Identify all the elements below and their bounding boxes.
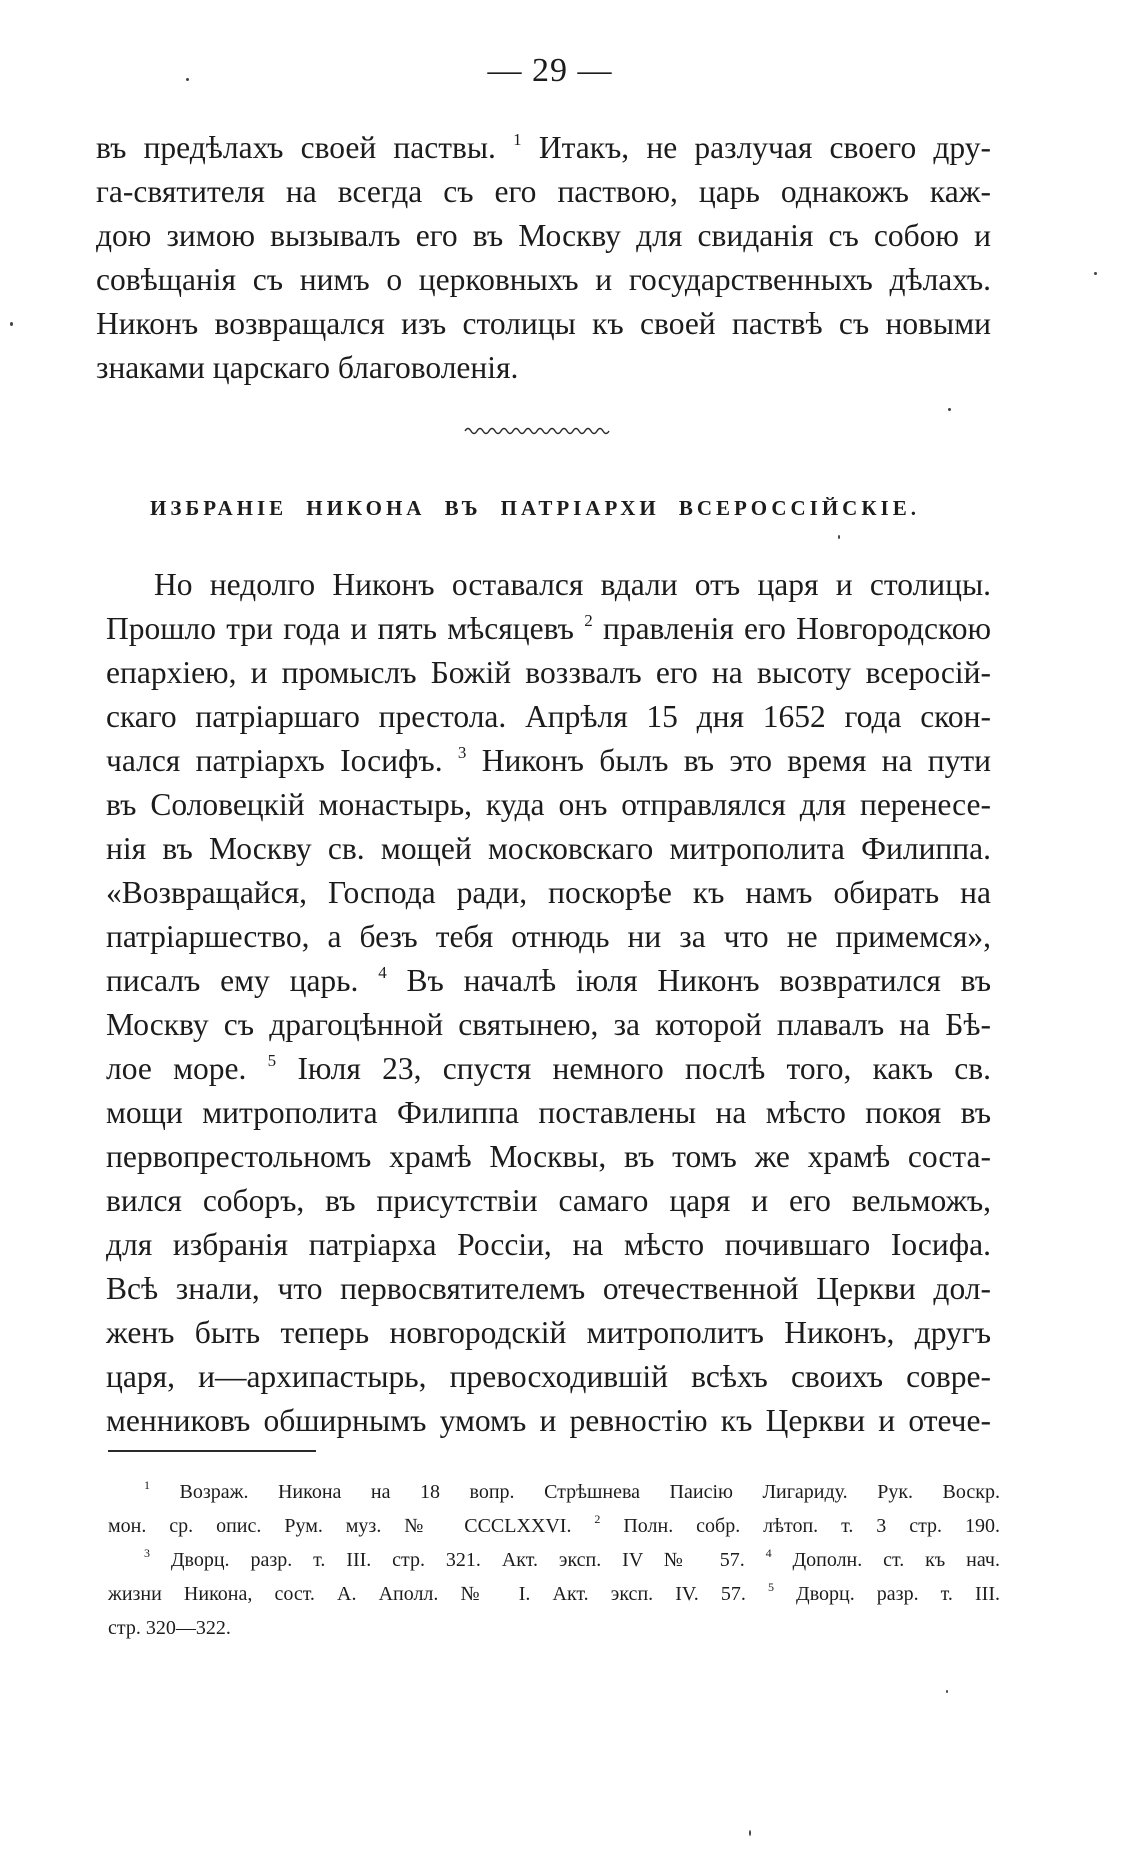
scan-speck	[948, 408, 951, 411]
text-line: Прошло три года и пять мѣсяцевъ $^2$ правленія его Новгородскою	[106, 611, 991, 646]
text-line: «Возвращайся, Господа ради, поскорѣе къ намъ обирать на	[106, 875, 991, 910]
text-line: Всѣ знали, что первосвятителемъ отечественной Церкви дол-	[106, 1271, 991, 1306]
text-line: Москву съ драгоцѣнной святынею, за которой плавалъ на Бѣ-	[106, 1007, 991, 1042]
wavy-ornament-divider	[463, 425, 613, 437]
scan-speck	[749, 1830, 751, 1836]
text-line: епархіею, и промыслъ Божій воззвалъ его на высоту всеросій-	[106, 655, 991, 690]
text-line: Никонъ возвращался изъ столицы къ своей паствѣ съ новыми	[96, 306, 991, 341]
text-line: менниковъ обширнымъ умомъ и ревностію къ Церкви и отече-	[106, 1403, 991, 1438]
footnote-line: $^3$ Дворц. разр. т. III. стр. 321. Акт. эксп. IV № 57. $^4$ Дополн. ст. къ нач.	[144, 1546, 1000, 1571]
scan-speck	[10, 322, 13, 326]
footnote-ref-1: 1	[513, 130, 522, 149]
text-line: вился соборъ, въ присутствіи самаго царя и его вельможъ,	[106, 1183, 991, 1218]
footnote-ref-3: 3	[457, 743, 467, 762]
text-line: первопрестольномъ храмѣ Москвы, въ томъ же храмѣ соста-	[106, 1139, 991, 1174]
text-line: нія въ Москву св. мощей московскаго митрополита Филиппа.	[106, 831, 991, 866]
section-heading: ИЗБРАНІЕ НИКОНА ВЪ ПАТРІАРХИ ВСЕРОССІЙСКІЕ.	[150, 496, 920, 520]
text-line: женъ быть теперь новгородскій митрополитъ Никонъ, другъ	[106, 1315, 991, 1350]
footnote-line: жизни Никона, сост. А. Аполл. № I. Акт. эксп. IV. 57. $^5$ Дворц. разр. т. III.	[108, 1580, 1000, 1605]
footnote-marker-5: 5	[767, 1580, 774, 1594]
page-number: — 29 —	[487, 52, 613, 89]
text-line: знаками царскаго благоволенія.	[96, 350, 519, 385]
text-line: скаго патріаршаго престола. Апрѣля 15 дня 1652 года скон-	[106, 699, 991, 734]
text-line: мощи митрополита Филиппа поставлены на мѣсто покоя въ	[106, 1095, 991, 1130]
text-line: дою зимою вызывалъ его въ Москву для свиданія съ собою и	[96, 218, 991, 253]
text-line: въ Соловецкій монастырь, куда онъ отправлялся для перенесе-	[106, 787, 991, 822]
footnote-marker-2: 2	[594, 1512, 601, 1526]
footnote-divider	[108, 1450, 316, 1452]
footnote-ref-4: 4	[378, 963, 387, 982]
text-line: царя, и—архипастырь, превосходившій всѣхъ своихъ совре-	[106, 1359, 991, 1394]
text-line: совѣщанія съ нимъ о церковныхъ и государственныхъ дѣлахъ.	[96, 262, 991, 297]
footnote-ref-5: 5	[267, 1051, 277, 1070]
scan-speck	[946, 1690, 948, 1693]
text-line: въ предѣлахъ своей паствы. $^1$ Итакъ, не разлучая своего дру-	[96, 130, 991, 165]
scan-speck	[1094, 272, 1097, 275]
text-line: патріаршество, а безъ тебя отнюдь ни за что не примемся»,	[106, 919, 991, 954]
text-line: Но недолго Никонъ оставался вдали отъ царя и столицы.	[154, 567, 991, 602]
footnote-marker-4: 4	[765, 1546, 772, 1560]
footnote-ref-2: 2	[584, 611, 593, 630]
scan-speck	[186, 78, 189, 81]
text-line: для избранія патріарха Россіи, на мѣсто почившаго Іосифа.	[106, 1227, 991, 1262]
text-line: чался патріархъ Іосифъ. $^3$ Никонъ былъ въ это время на пути	[106, 743, 991, 778]
footnote-line: мон. ср. опис. Рум. муз. № CCCLXXVI. $^2$ Полн. собр. лѣтоп. т. 3 стр. 190.	[108, 1512, 1000, 1537]
footnote-line: $^1$ Возраж. Никона на 18 вопр. Стрѣшнева Паисію Лигариду. Рук. Воскр.	[144, 1478, 1000, 1503]
footnote-marker-3: 3	[144, 1546, 150, 1560]
footnote-marker-1: 1	[144, 1478, 150, 1492]
scan-speck	[838, 535, 840, 539]
text-line: лое море. $^5$ Іюля 23, спустя немного послѣ того, какъ св.	[106, 1051, 992, 1086]
text-line: писалъ ему царь. $^4$ Въ началѣ іюля Никонъ возвратился въ	[106, 963, 992, 998]
text-line: га-святителя на всегда съ его паствою, царь однакожъ каж-	[96, 174, 991, 209]
footnote-line: стр. 320—322.	[108, 1617, 231, 1639]
